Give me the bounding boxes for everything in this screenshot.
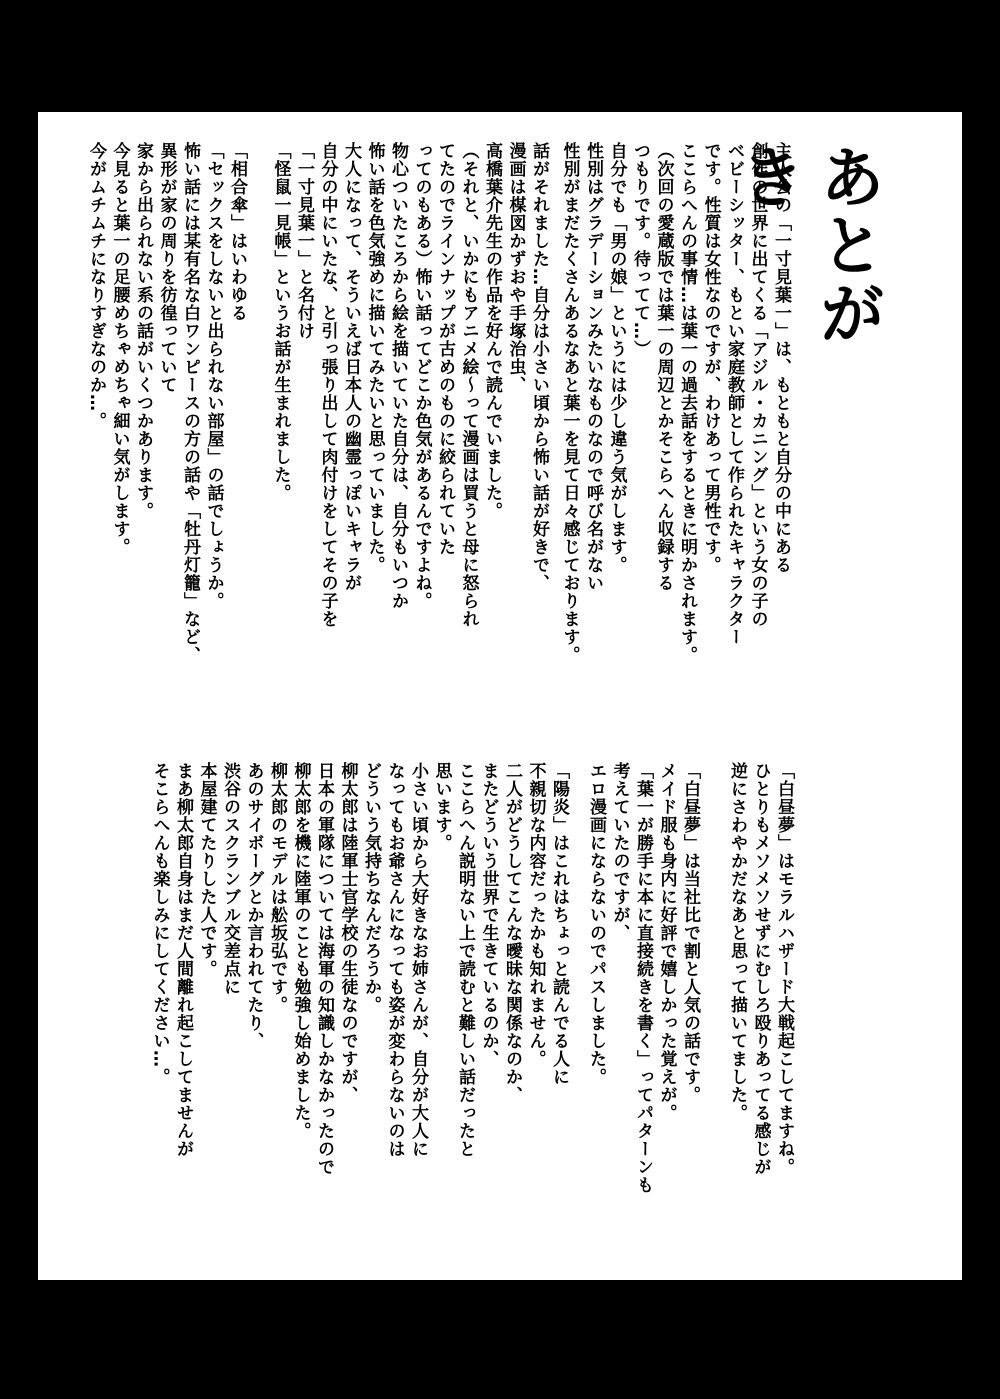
text-block-intro [559, 142, 792, 737]
text-line: あのサイボーグとか言われてたり、 [243, 762, 264, 1050]
text-line [701, 762, 725, 1262]
text-line: 「セックスをしないと出られない部屋」の話でしょうか。 [203, 142, 224, 610]
text-line: 考えていたのですが、 [609, 762, 630, 942]
text-line: 本屋建てたりした人です。 [196, 762, 217, 978]
text-line: 柳太郎を機に陸軍のことも勉強し始めました。 [290, 762, 311, 1140]
text-line: そこらへんも楽しみにしてください…。 [149, 762, 170, 1086]
text-line: 「白昼夢」はモラルハザード大戦起こしてますね。 [774, 762, 794, 1176]
text-block-hakuchumu [585, 762, 795, 1262]
text-line: 異形が家の周りを彷徨っていて [156, 142, 177, 394]
text-line: 創作の世界に出てくる「アジル・カニング」という女の子の [747, 142, 768, 628]
text-line: 自分でも「男の娘」というには少し違う気がします。 [606, 142, 627, 574]
text-line: です。性質は女性なのですが、わけあって男性です。 [700, 142, 721, 574]
text-line: 話がそれました…自分は小さい頃から怖い話が好きで、 [529, 142, 549, 592]
text-block-aiaigasa [86, 142, 248, 737]
text-line: 日本の軍隊については海軍の知識しかなかったので [314, 762, 334, 1176]
text-line: 家から出られない系の話がいくつかあります。 [133, 142, 153, 520]
text-line: 今がムチムチになりすぎなのか…。 [86, 142, 106, 430]
text-line: なってもお爺さんになっても姿が変わらないのは [384, 762, 405, 1158]
text-line: つもりです。待ってて…） [630, 142, 650, 358]
text-line: （次回の愛蔵版では葉一の周辺とかそこらへん収録する [653, 142, 674, 592]
text-line: 「相合傘」はいわゆる [227, 142, 247, 322]
text-line: ここらへん説明ない上で読むと難しい話だったと [455, 762, 475, 1158]
text-block-kagero [149, 762, 570, 1262]
page-title: あとがき [728, 143, 885, 347]
text-line: 怖い話を色気強めに描いてみたいと思っていました。 [364, 142, 385, 574]
text-line: ここらへんの事情…は葉一の過去話をするときに明かされます。 [677, 142, 697, 664]
text-line: 小さい頃から大好きなお姉さんが、自分が大人に [408, 762, 428, 1158]
text-line: 「葉一が勝手に本に直接続きを書く」ってパターンも [633, 762, 653, 1194]
text-line: 性別がまだたくさんあるなあと葉一を見て日々感じております。 [559, 142, 580, 664]
text-line: てたのでラインナップが古めのものに絞られていた [435, 142, 455, 556]
text-line: 主人公の「一寸見葉一」は、もともと自分の中にある [771, 142, 791, 574]
text-line: 逆にさわやかだなあと思って描いてました。 [727, 762, 747, 1122]
text-line: 柳太郎は陸軍士官学校の生徒なのですが、 [337, 762, 358, 1104]
text-line: まあ柳太郎自身はまだ人間離れ起こしてませんが [173, 762, 193, 1158]
text-line: 漫画は楳図かずおや手塚治虫、 [505, 142, 526, 394]
text-line: 渋谷のスクランブル交差点に [220, 762, 240, 996]
text-line: ってのもある）怖い話ってどこか色気があるんですよね。 [411, 142, 432, 610]
text-line: 性別はグラデーションみたいなものなので呼び名がない [583, 142, 603, 592]
text-line: 今見ると葉一の足腰めちゃめちゃ細い気がします。 [109, 142, 130, 556]
text-line: 思います。 [431, 762, 452, 852]
text-line: どういう気持ちなんだろうか。 [361, 762, 381, 1014]
text-line: 「白昼夢」は当社比で割と人気の話です。 [680, 762, 700, 1104]
text-line: 高橋葉介先生の作品を好んで読んでいました。 [482, 142, 502, 520]
text-line: メイド服も身内に好評で嬉しかった覚えが。 [656, 762, 677, 1122]
text-line: 二人がどうしてこんな曖昧な関係なのか、 [502, 762, 522, 1104]
text-line: 不親切な内容だったかも知れません。 [525, 762, 546, 1068]
text-line: ベビーシッター、もとい家庭教師として作られたキャラクター [724, 142, 744, 646]
text-line: 自分の中にいたな、と引っ張り出して肉付けをしてその子を [317, 142, 338, 628]
text-line: 大人になって、そういえば日本人の幽霊っぽいキャラが [341, 142, 361, 592]
text-line: 物心ついたころから絵を描いていた自分は、自分もいつか [388, 142, 408, 610]
text-line: 柳太郎のモデルは舩坂弘です。 [267, 762, 287, 1014]
text-line: 「一寸見葉一」と名付け [294, 142, 314, 340]
text-line: またどういう世界で生きているのか、 [478, 762, 499, 1068]
text-line: エロ漫画にならないのでパスしました。 [586, 762, 606, 1086]
text-line: ひとりもメソメソせずにむしろ殴りあってる感じが [750, 762, 771, 1176]
text-line: 「陽炎」はこれはちょっと読んでる人に [549, 762, 569, 1086]
text-block-origin [272, 142, 550, 737]
text-line: 「怪鼠一見帳」というお話が生まれました。 [270, 142, 291, 502]
text-line: （それと、いかにもアニメ絵〜って漫画は買うと母に怒られ [458, 142, 479, 628]
text-line: 怖い話には某有名な白ワンピースの方の話や「牡丹灯籠」など、 [180, 142, 200, 664]
